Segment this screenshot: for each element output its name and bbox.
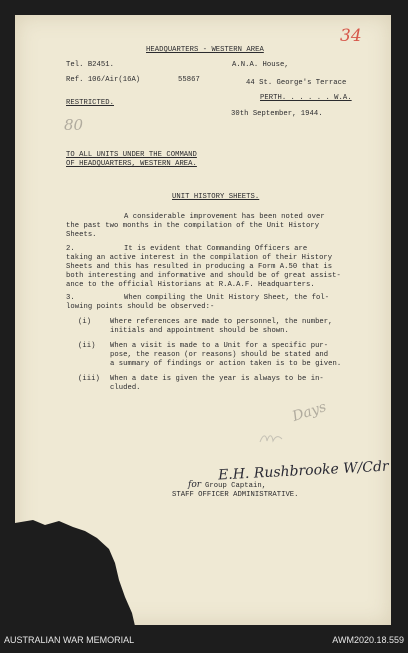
handwritten-signature: E.H. Rushbrooke W/Cdr [217,458,390,484]
signatory-rank: Group Captain, [205,482,267,490]
pencil-initials: Days [290,399,329,425]
subject-heading: UNIT HISTORY SHEETS. [172,193,260,201]
item-line: When a date is given the year is always to be in- [110,375,324,383]
item-number: (iii) [78,375,100,383]
para-2-number: 2. [66,245,75,253]
item-line: cluded. [110,384,141,392]
para-1-line-1: A considerable improvement has been noted over [124,213,325,221]
item-line: When a visit is made to a Unit for a specific pur- [110,342,329,350]
pencil-scribble [258,430,284,446]
file-number: 55867 [178,76,200,84]
para-1-line-2: the past two months in the compilation of the Unit History [66,222,320,230]
para-3-line-2: lowing points should be observed:- [66,303,215,311]
address-line-3: PERTH. . . . . . W.A. [260,94,352,102]
para-2-line-1: It is evident that Commanding Officers are [124,245,308,253]
footer-source: AUSTRALIAN WAR MEMORIAL [4,635,135,645]
signatory-role: STAFF OFFICER ADMINISTRATIVE. [172,491,299,499]
item-line: Where references are made to personnel, the number, [110,318,333,326]
telephone-number: Tel. B2451. [66,61,114,69]
para-3-line-1: When compiling the Unit History Sheet, the fol- [124,294,330,302]
footer-accession: AWM2020.18.559 [332,635,404,645]
item-line: initials and appointment should be shown. [110,327,289,335]
item-line: pose, the reason (or reasons) should be stated and [110,351,329,359]
letter-date: 30th September, 1944. [231,110,323,118]
para-2-line-5: ance to the official Historians at R.A.A.F. Headquarters. [66,281,315,289]
para-1-line-3: Sheets. [66,231,97,239]
addressee-line-2: OF HEADQUARTERS, WESTERN AREA. [66,160,197,168]
para-3-number: 3. [66,294,75,302]
torn-corner [15,505,135,626]
addressee-line-1: TO ALL UNITS UNDER THE COMMAND [66,151,197,159]
item-number: (i) [78,318,92,326]
para-2-line-3: Sheets and this has resulted in producing a Form A.50 that is [66,263,333,271]
pencil-number: 80 [64,116,84,134]
footer-bar [0,626,408,653]
letterhead-title: HEADQUARTERS - WESTERN AREA [146,46,264,54]
item-line: a summary of findings or action taken is to be given. [110,360,342,368]
para-2-line-4: both interesting and informative and should be of great assist- [66,272,341,280]
item-number: (ii) [78,342,96,350]
address-line-1: A.N.A. House, [232,61,289,69]
signature-prefix: for [188,480,202,490]
classification-label: RESTRICTED. [66,99,114,107]
red-page-number: 34 [340,26,362,46]
address-line-2: 44 St. George's Terrace [246,79,347,87]
reference-number: Ref. 106/Air(16A) [66,76,141,84]
para-2-line-2: taking an active interest in the compilation of their History [66,254,333,262]
